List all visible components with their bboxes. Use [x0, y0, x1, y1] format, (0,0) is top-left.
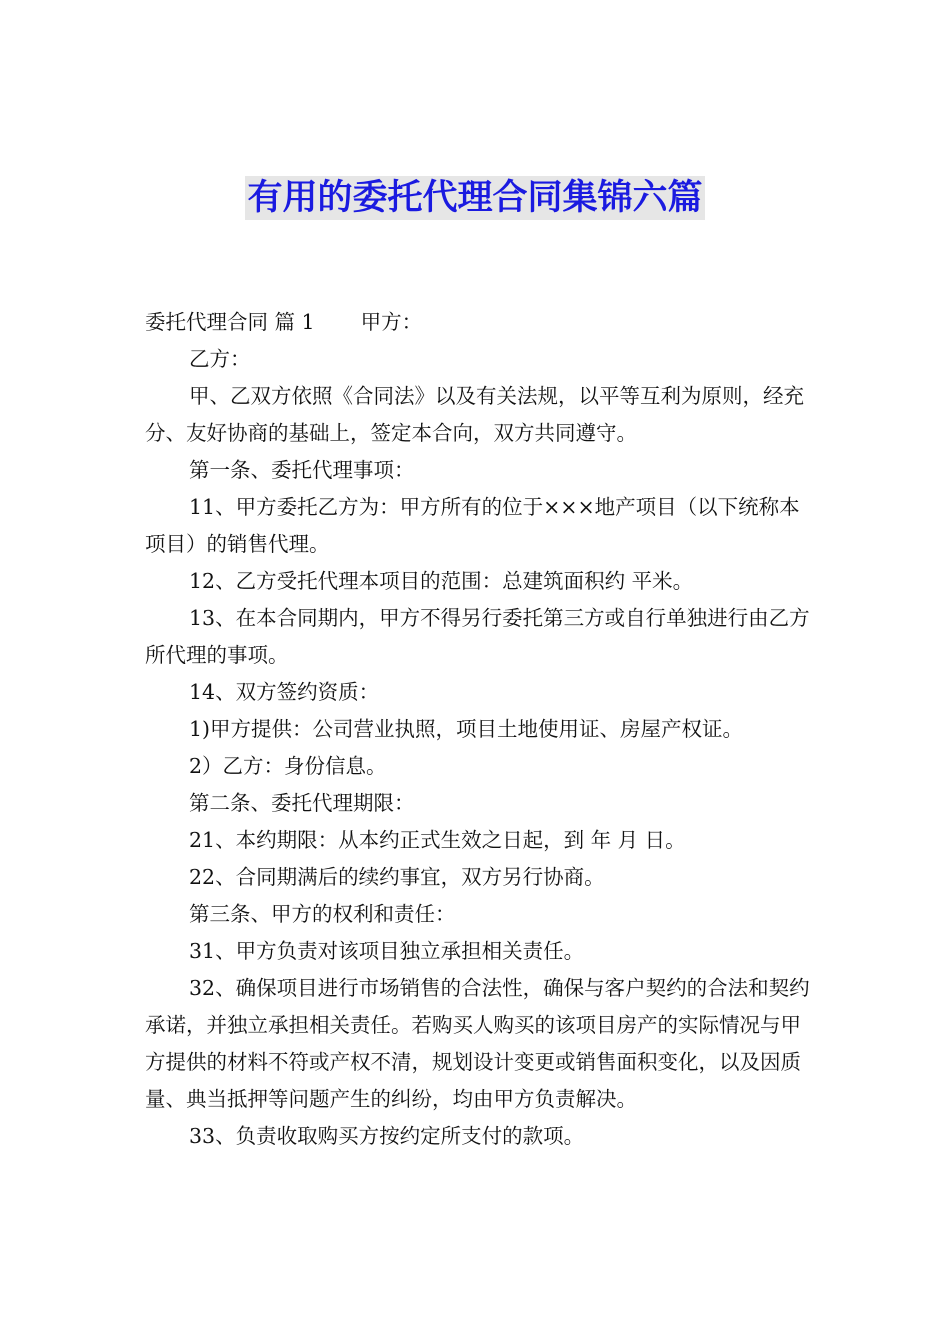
paragraph: 31、甲方负责对该项目独立承担相关责任。	[189, 939, 585, 963]
paragraph: 22、合同期满后的续约事宜，双方另行协商。	[189, 865, 605, 889]
paragraph: 21、本约期限：从本约正式生效之日起，到 年 月 日。	[189, 828, 686, 852]
paragraph: 11、甲方委托乙方为：甲方所有的位于×××地产项目（以下统称本项目）的销售代理。	[145, 495, 800, 556]
paragraph: 33、负责收取购买方按约定所支付的款项。	[189, 1124, 585, 1148]
section-heading: 第一条、委托代理事项：	[189, 458, 415, 482]
document-title: 有用的委托代理合同集锦六篇	[247, 178, 703, 218]
paragraph: 乙方：	[189, 347, 251, 371]
section-heading: 第三条、甲方的权利和责任：	[189, 902, 456, 926]
paragraph: 13、在本合同期内，甲方不得另行委托第三方或自行单独进行由乙方所代理的事项。	[145, 606, 810, 667]
title-container	[0, 176, 950, 220]
party-a-label: 甲方：	[360, 310, 423, 334]
paragraph: 1)甲方提供：公司营业执照，项目土地使用证、房屋产权证。	[189, 717, 744, 741]
contract-heading: 委托代理合同 篇 1	[145, 310, 315, 334]
paragraph: 2）乙方：身份信息。	[189, 754, 387, 778]
section-heading: 第二条、委托代理期限：	[189, 791, 415, 815]
paragraph: 甲、乙双方依照《合同法》以及有关法规，以平等互利为原则，经充分、友好协商的基础上，签定本合向，双方共同遵守。	[145, 384, 804, 445]
contract-heading-line	[145, 304, 811, 341]
document-body	[145, 304, 811, 1155]
paragraph: 12、乙方受托代理本项目的范围：总建筑面积约 平米。	[189, 569, 694, 593]
paragraph: 32、确保项目进行市场销售的合法性，确保与客户契约的合法和契约承诺，并独立承担相关责任。若购买人购买的该项目房产的实际情况与甲方提供的材料不符或产权不清，规划设计变更或销售面积变化，以及因质量、典当抵押等问题产生的纠纷，均由甲方负责解决。	[145, 976, 810, 1111]
paragraph: 14、双方签约资质：	[189, 680, 380, 704]
